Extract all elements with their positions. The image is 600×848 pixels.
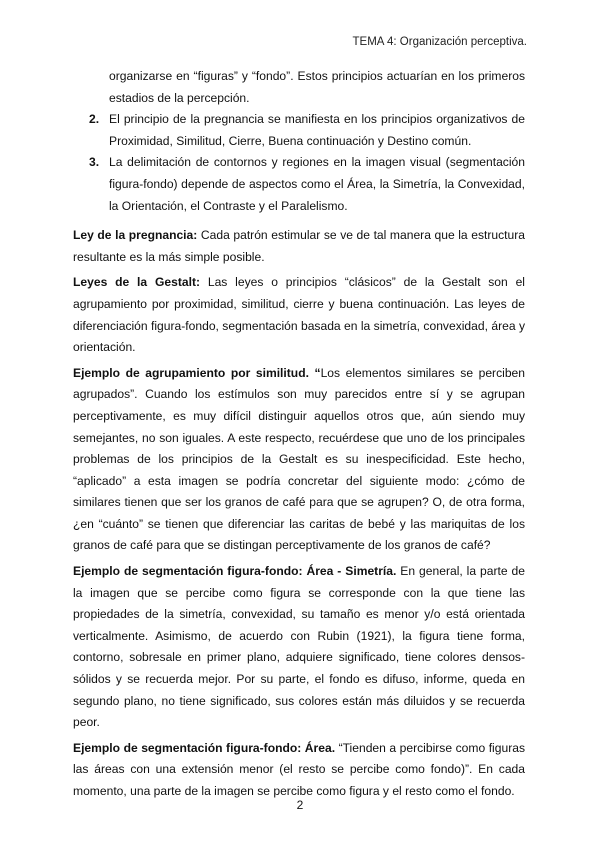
paragraph-label: Leyes de la Gestalt: <box>73 275 201 290</box>
paragraph-text: Los elementos similares se perciben agrupados”. Cuando los estímulos son muy parecidos entre sí y se agrupan perceptivamente, es muy difícil distinguir aquellos otros que, aún siendo muy semejantes, no son iguales. A este respecto, recuérdese que uno de los principales problemas de los principios de la Gestalt es su inespecificidad. Este hecho, “aplicado” a esta imagen se podría concretar del siguiente modo: ¿cómo de similares tienen que ser los granos de café para que se agrupen? O, de otra forma, ¿en “cuánto” se tienen que diferenciar las caritas de bebé y las mariquitas de los granos de café para que se distingan perceptivamente de los granos de café? <box>73 365 525 553</box>
paragraph-ley-pregnancia <box>73 225 525 268</box>
paragraph-label: Ejemplo de agrupamiento por similitud. “ <box>73 365 321 380</box>
list-item-1-continuation: organizarse en “figuras” y “fondo”. Estos principios actuarían en los primeros estadios de la percepción. <box>109 69 525 105</box>
numbered-list <box>73 109 525 217</box>
page-number: 2 <box>296 798 304 812</box>
paragraph-leyes-gestalt <box>73 272 525 358</box>
document-body <box>73 66 525 803</box>
paragraph-label: Ejemplo de segmentación figura-fondo: Área - Simetría. <box>73 564 397 579</box>
running-header: TEMA 4: Organización perceptiva. <box>352 36 527 48</box>
paragraph-area-simetria <box>73 561 525 734</box>
list-item-text: La delimitación de contornos y regiones en la imagen visual (segmentación figura-fondo) depende de aspectos como el Área, la Simetría, la Convexidad, la Orientación, el Contraste y el Paralelismo. <box>109 155 525 213</box>
list-item <box>89 109 525 152</box>
paragraph-similitud <box>73 363 525 557</box>
paragraph-text: En general, la parte de la imagen que se percibe como figura se corresponde con la que tiene las propiedades de la simetría, convexidad, su tamaño es menor y/o está orientada verticalmente. Asimismo, de acuerdo con Rubin (1921), la figura tiene forma, contorno, sobresale en primer plano, adquiere significado, tiene colores densos-sólidos y se recuerda mejor. Por su parte, el fondo es difuso, informe, queda en segundo plano, no tiene significado, sus colores están más diluidos y se recuerda peor. <box>73 564 525 730</box>
paragraph-label: Ejemplo de segmentación figura-fondo: Área. <box>73 740 336 755</box>
paragraph-area <box>73 738 525 803</box>
paragraph-label: Ley de la pregnancia: <box>73 228 198 243</box>
paragraph-text: Cada patrón estimular se ve de tal manera que la estructura resultante es la más simple posible. <box>73 228 525 264</box>
list-item <box>89 152 525 217</box>
paragraph-text: “Tienden a percibirse como figuras las áreas con una extensión menor (el resto se percibe como fondo)”. En cada momento, una parte de la imagen se percibe como figura y el resto como el fondo. <box>73 740 525 798</box>
paragraph-text: Las leyes o principios “clásicos” de la Gestalt son el agrupamiento por proximidad, similitud, cierre y buena continuación. Las leyes de diferenciación figura-fondo, segmentación basada en la simetría, convexidad, área y orientación. <box>73 275 525 355</box>
list-number: 2. <box>89 112 100 127</box>
list-item-text: El principio de la pregnancia se manifiesta en los principios organizativos de Proximidad, Similitud, Cierre, Buena continuación y Destino común. <box>109 112 525 148</box>
list-number: 3. <box>89 155 100 170</box>
